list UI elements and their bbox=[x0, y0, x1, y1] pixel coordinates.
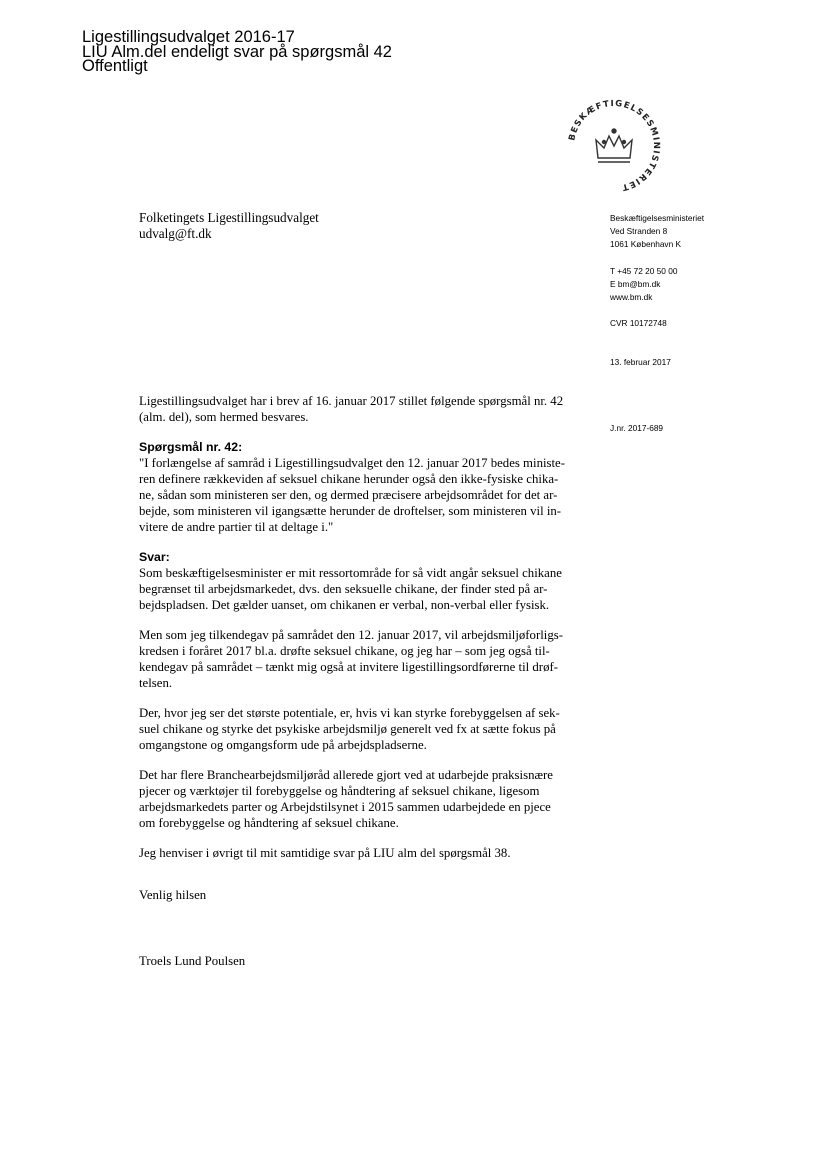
text-line: bejde, som ministeren vil igangsætte herunder de droftelser, som ministeren vil in- bbox=[139, 504, 562, 518]
text-line: om forebyggelse og håndtering af seksuel chikane. bbox=[139, 816, 399, 830]
closing-greeting: Venlig hilsen bbox=[139, 888, 207, 902]
signature-name: Troels Lund Poulsen bbox=[139, 954, 246, 968]
recipient-block bbox=[139, 210, 319, 242]
svg-text:BESKÆFTIGELSESMINISTERIET: BESKÆFTIGELSESMINISTERIET bbox=[567, 98, 662, 193]
stamp-line-status: Offentligt bbox=[82, 57, 148, 75]
crown-icon bbox=[596, 129, 632, 162]
sender-web: www.bm.dk bbox=[610, 292, 653, 303]
letter-date: 13. februar 2017 bbox=[610, 357, 671, 368]
text-line: pjecer og værktøjer til forebyggelse og håndtering af seksuel chikane, ligesom bbox=[139, 784, 540, 798]
stamp-line-answer: LIU Alm.del endeligt svar på spørgsmål 42 bbox=[82, 42, 392, 61]
text-line: vitere de andre partier til at deltage i." bbox=[139, 520, 334, 534]
text-line: Ligestillingsudvalget har i brev af 16. januar 2017 stillet følgende spørgsmål nr. 42 bbox=[139, 394, 564, 408]
text-line: Men som jeg tilkendegav på samrådet den 12. januar 2017, vil arbejdsmiljøforligs- bbox=[139, 628, 563, 642]
recipient-name: Folketingets Ligestillingsudvalget bbox=[139, 210, 319, 225]
text-line: kendegav på samrådet – tænkt mig også at invitere ligestillingsordførerne til drøf- bbox=[139, 660, 558, 674]
text-line: begrænset til arbejdsmarkedet, dvs. den seksuelle chikane, der finder sted på ar- bbox=[139, 582, 548, 596]
document-stamp bbox=[82, 30, 392, 74]
answer-paragraph-1 bbox=[139, 549, 579, 613]
text-line: "I forlængelse af samråd i Ligestillingsudvalget den 12. januar 2017 bedes ministe- bbox=[139, 456, 565, 470]
sender-org: Beskæftigelsesministeriet bbox=[610, 213, 705, 223]
recipient-email: udvalg@ft.dk bbox=[139, 226, 212, 241]
stamp-line-committee: Ligestillingsudvalget 2016-17 bbox=[82, 28, 295, 46]
question-paragraph bbox=[139, 439, 579, 535]
intro-paragraph bbox=[139, 393, 579, 425]
text-line: Som beskæftigelsesminister er mit ressortområde for så vidt angår seksuel chikane bbox=[139, 566, 562, 580]
answer-paragraph-4 bbox=[139, 767, 579, 831]
letter-body bbox=[139, 393, 579, 917]
text-line: ren definere rækkeviden af seksuel chikane herunder også den ikke-fysiske chika- bbox=[139, 472, 559, 486]
question-heading: Spørgsmål nr. 42: bbox=[139, 440, 243, 454]
sender-street: Ved Stranden 8 bbox=[610, 226, 668, 237]
text-line: kredsen i foråret 2017 bl.a. drøfte seksuel chikane, og jeg har – som jeg også til- bbox=[139, 644, 550, 658]
text-line: Der, hvor jeg ser det største potentiale, er, hvis vi kan styrke forebyggelsen af sek- bbox=[139, 706, 560, 720]
text-line: (alm. del), som hermed besvares. bbox=[139, 410, 309, 424]
text-line: telsen. bbox=[139, 676, 173, 690]
text-line: Det har flere Branchearbejdsmiljøråd allerede gjort ved at udarbejde praksisnære bbox=[139, 768, 553, 782]
answer-paragraph-5: Jeg henviser i øvrigt til mit samtidige svar på LIU alm del spørgsmål 38. bbox=[139, 846, 511, 860]
text-line: omgangstone og omgangsform ude på arbejdspladserne. bbox=[139, 738, 427, 752]
sender-phone: T +45 72 20 50 00 bbox=[610, 265, 678, 276]
text-line: ne, sådan som ministeren ser den, og dermed præcisere arbejdsområdet for det ar- bbox=[139, 488, 558, 502]
sender-block bbox=[610, 212, 704, 435]
answer-paragraph-2 bbox=[139, 627, 579, 691]
text-line: bejdspladsen. Det gælder uanset, om chikanen er verbal, non-verbal eller fysisk. bbox=[139, 598, 550, 612]
ministry-logo bbox=[562, 98, 666, 194]
answer-paragraph-3 bbox=[139, 705, 579, 753]
text-line: arbejdsmarkedets parter og Arbejdstilsynet i 2015 sammen udarbejdede en pjece bbox=[139, 800, 551, 814]
journal-number: J.nr. 2017-689 bbox=[610, 422, 664, 433]
answer-heading: Svar: bbox=[139, 550, 170, 564]
sender-city: 1061 København K bbox=[610, 239, 682, 250]
sender-cvr: CVR 10172748 bbox=[610, 318, 667, 329]
text-line: suel chikane og styrke det psykiske arbejdsmiljø generelt ved fx at sætte fokus på bbox=[139, 722, 556, 736]
sender-email: E bm@bm.dk bbox=[610, 278, 661, 289]
